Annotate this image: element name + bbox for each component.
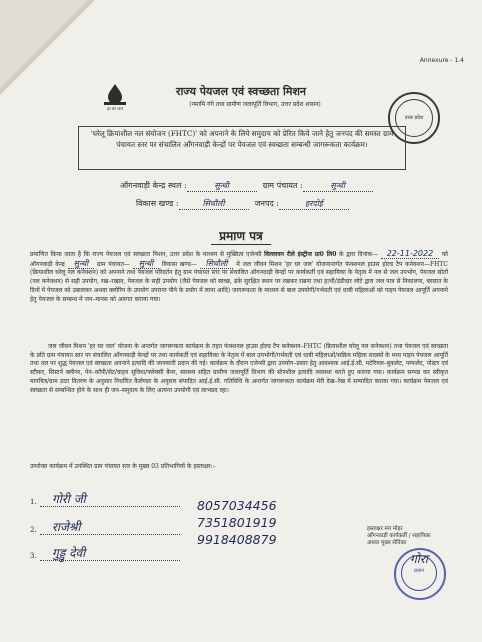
signature-number: 1. <box>30 498 37 506</box>
paragraph-3: उपरोक्त कार्यक्रम में उपस्थित ग्राम पंचायत स्तर के मुख्य 03 प्रतिभागियों के हस्ताक्षर:– <box>30 463 216 470</box>
boxed-heading: 'घरेलू क्रियाशील नल संयोजन (FHTC)' को अपनाने के लिये समुदाय को प्रेरित किये जाने हेतु जनपद की समस्त ग्राम पंचायत स्तर पर संचालित आँगनवाड़ी केन्द्रों पर पेयजल एवं स्वच्छता सम्बन्धी जागरूकता कार्यक्रम। <box>78 126 406 170</box>
vikas-khand-label: विकास खण्ड : <box>136 199 179 208</box>
vikas-khand-row <box>136 198 349 210</box>
signature-number: 2. <box>30 526 37 534</box>
anganwadi-label: ऑगनवाड़ी केन्द्र स्थल : <box>120 181 187 190</box>
vikas-khand-value: सिधौली <box>179 198 249 210</box>
paragraph-2: जल जीवन मिशन 'हर घर जल' योजना के अन्तर्गत जागरूकता कार्यक्रम के तहत फंक्शनल हाउस होल्ड टैप कनेक्शन–FHTC (क्रियाशील घरेलू नल कनेक्शन) तथा पेयजल एवं स्वच्छता के प्रति ग्राम पंचायत स्तर पर संचालित आँगनवाड़ी केन्द्रों पर तथा कार्यकर्ती एवं सहायिका के नेतृत्व में बाल उपभोगी/गर्भवती एवं धात्री महिलाओं/सक्रिय महिला सदस्यों के मध्य पाइप पेयजल आपूर्ति तथा नल पर शुद्ध पेयजल एवं स्वच्छता अपनाने इत्यादि की जानकारी प्रदान की गई। कार्यक्रम के दौरान एजेन्सी द्वारा उपयोग–प्रसार हेतु आवश्यक आई.ई.सी. मटेरियल–बुकलेट, पम्फलेट, पोस्टर एवं स्टीकर, सिस्टर्न क्लीनर, पेन–कॉपी/सेट/वाहन सुविधा/फ्लेक्सी बैनर, स्वास्थ्य सहित ग्रामीण जलापूर्ति विभाग की स्टेनशील इत्यादि व्यवस्था करते हुए कराया गया। कार्यक्रम सम्पन्न कर स्वीकृत मानचित्र/ग्राम डाटा वितरण के अनुसार निर्धारित कैलेण्डर के अनुसार संपादित आई.ई.सी. गतिविधि के अन्तर्गत जागरूकता कार्यक्रम मेरी देख–रेख में सम्पादित कराया गया। कार्यक्रम पेयजल एवं स्वच्छता से सम्बन्धित होने के साथ ही जन–समुदाय के लिए अत्यन्त उपयोगी एवं लाभप्रद रहा। <box>30 343 448 394</box>
programme-date: 22-11-2022 <box>381 249 440 259</box>
para1-text4: ग्राम पंचायत— <box>96 260 130 268</box>
phone-number: 8057034456 <box>197 498 277 513</box>
agency-name: विल्लावन रीले इंस्ट्रीज प्रा0 लि0 <box>264 251 337 258</box>
centre-value: सुन्धी <box>68 259 95 269</box>
signatory-line-3: अथवा मुख्य सेविका <box>367 540 407 546</box>
signatory-line-2: आँगनवाड़ी कार्यकर्ती / सहायिका <box>367 533 431 539</box>
signatory-line-1: हस्ताक्षर मय मोहर <box>367 526 403 532</box>
anganwadi-row <box>120 180 373 192</box>
logo-caption: हर घर जल <box>107 106 123 111</box>
mission-subtitle: (नमामि गंगे तथा ग्रामीण जलापूर्ति विभाग, उत्तर प्रदेश शासन) <box>189 101 321 108</box>
block-value: सिधौली <box>200 259 234 269</box>
signature-handwriting: राजेश्री <box>52 520 81 534</box>
paragraph-1 <box>30 250 448 304</box>
signature-handwriting: गुड्डु देवी <box>52 546 86 560</box>
emblem-text: उत्तर प्रदेश <box>395 99 433 137</box>
signature-handwriting: गोरी जी <box>52 492 86 506</box>
signature-number: 3. <box>30 552 37 560</box>
folded-corner-shade <box>0 0 88 88</box>
para1-text5: विकास खण्ड— <box>161 260 197 268</box>
title-underline <box>211 244 271 245</box>
certificate-title: प्रमाण पत्र <box>219 229 263 243</box>
para1-text2: के द्वारा दिनांक— <box>339 251 379 258</box>
janpad-value: हरदोई <box>279 198 349 210</box>
janpad-label: जनपद : <box>254 199 279 208</box>
gram-panchayat-label: ग्राम पंचायत : <box>262 181 303 190</box>
stamp-text: प्रधान <box>414 568 424 574</box>
signatory-block <box>367 526 457 547</box>
mission-heading: राज्य पेयजल एवं स्वच्छता मिशन <box>175 85 307 98</box>
phone-number: 7351801919 <box>197 515 277 530</box>
panchayat-value: सुन्धी <box>133 259 160 269</box>
phone-numbers <box>197 497 277 548</box>
anganwadi-value: सुन्धी <box>187 180 257 192</box>
para1-text6: में जल जीवन मिशन 'हर घर जल' योजनान्तर्गत फंक्शनल हाउस होल्ड टैप कनेक्शन—FHTC (क्रियाशील घरेलू नल कनेक्शन) को अपनाने तथा पेयजल परिवर्तन हेतु ग्राम पंचायत स्तर पर संचालित ऑगनवाड़ी केन्द्रों पर कार्यकर्ती एवं सहायिका के नेतृत्व में नल से जल उपभोग, पेयजल स्रोतों (नल कनेक्शन) से सही उपयोग, रख–रखाव, पेयजल के सही उपयोग (जैसे पेयजल को स्वच्छ, ढंके सुरक्षित स्थान पर रखकर रखना तथा हत्थी/डंडीदार लोटे द्वारा जल पात्र से निकालना, बरसात के दिनों में पेयजल को उबालकर अथवा क्लोरिन के उपयोग उपरान्त पीने के प्रयोग में लाना आदि) जागरूकता के माध्यम से बाल उपयोगी/गर्भवती एवं धात्री महिलाओं को पाइप पेयजल आपूर्ति अपनाने हेतु पेयजल के सम्बन्ध में जन–मानस को अवगत कराया गया। <box>30 260 448 303</box>
gram-panchayat-value: सुन्धी <box>303 180 373 192</box>
annexure-label: Annexure - 1.4 <box>419 57 464 64</box>
para1-text1: प्रमाणित किया जाता है कि राज्य पेयजल एवं स्वच्छता मिशन, उत्तर प्रदेश के माध्यम से मुख्यित्व एजेन्सी <box>30 251 262 258</box>
para1-text3: को ऑगनवाड़ी केन्द्र <box>30 251 448 268</box>
phone-number: 9918408879 <box>197 532 277 547</box>
stamp-signature: गोरा <box>410 552 428 566</box>
